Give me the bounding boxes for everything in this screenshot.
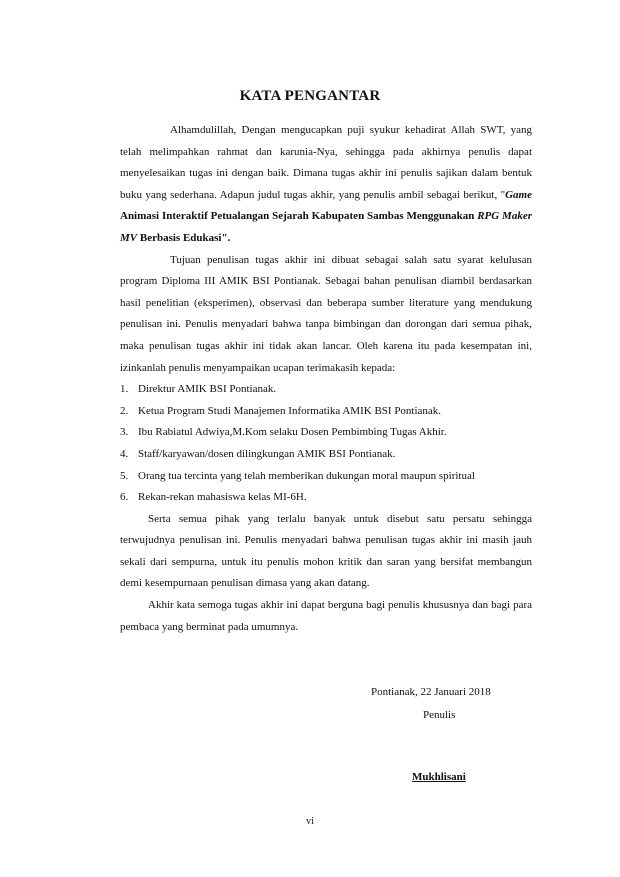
paragraph-intro-end: ". — [221, 231, 231, 244]
place-date: Pontianak, 22 Januari 2018 — [371, 686, 491, 698]
paragraph-acknowledgement: Serta semua pihak yang terlalu banyak untuk disebut satu persatu sehingga terwujudnya penulisan ini. Penulis menyadari bahwa penulisan tugas akhir ini masih jauh sekali dari sempurna, untuk itu penulis mohon kritik dan saran yang bersifat membangun demi kesempurnaan penulisan dimasa yang akan datang. — [120, 512, 532, 590]
list-item — [120, 466, 532, 488]
list-item-number: 6. — [120, 491, 129, 504]
thesis-title-part-1: Animasi Interaktif Petualangan Sejarah Kabupaten Sambas Menggunakan — [120, 210, 478, 223]
author-name: Mukhlisani — [412, 771, 466, 783]
list-item — [120, 379, 532, 401]
thesis-title-italic-2: RPG Maker MV — [120, 210, 532, 244]
paragraph-intro-text: Alhamdulillah, Dengan mengucapkan puji syukur kehadirat Allah SWT, yang telah melimpahkan rahmat dan karunia-Nya, sehingga pada akhirnya penulis dapat menyelesaikan tugas ini dengan baik. Dimana tugas akhir ini penulis sajikan dalam bentuk buku yang sederhana. Adapun judul tugas akhir, yang penulis ambil sebagai berikut, " — [120, 124, 532, 201]
list-item-text: Ketua Program Studi Manajemen Informatika AMIK BSI Pontianak. — [138, 404, 442, 417]
list-item-text: Ibu Rabiatul Adwiya,M.Kom selaku Dosen Pembimbing Tugas Akhir. — [138, 426, 447, 439]
list-item — [120, 487, 532, 509]
list-item-text: Rekan-rekan mahasiswa kelas MI-6H. — [138, 491, 307, 504]
list-item-text: Staff/karyawan/dosen dilingkungan AMIK BSI Pontianak. — [138, 447, 396, 460]
paragraph-closing: Akhir kata semoga tugas akhir ini dapat berguna bagi penulis khususnya dan bagi para pembaca yang berminat pada umumnya. — [120, 599, 532, 633]
list-item-number: 1. — [120, 383, 129, 396]
page-number: vi — [306, 816, 314, 827]
list-item — [120, 444, 532, 466]
list-item-number: 3. — [120, 426, 129, 439]
thesis-title-italic-1: Game — [505, 188, 532, 201]
paragraph-intro — [120, 120, 532, 250]
body-text — [120, 120, 532, 638]
paragraph-purpose: Tujuan penulisan tugas akhir ini dibuat sebagai salah satu syarat kelulusan program Diploma III AMIK BSI Pontianak. Sebagai bahan penulisan diambil berdasarkan hasil penelitian (eksperimen), observasi dan beberapa sumber literature yang mendukung penulisan ini. Penulis menyadari bahwa tanpa bimbingan dan dorongan dari semua pihak, maka penulisan tugas akhir ini tidak akan lancar. Oleh karena itu pada kesempatan ini, izinkanlah penulis menyampaikan ucapan terimakasih kepada: — [120, 253, 532, 374]
list-item — [120, 401, 532, 423]
list-item-number: 5. — [120, 469, 129, 482]
list-item-number: 4. — [120, 447, 129, 460]
list-item — [120, 422, 532, 444]
thanks-list — [120, 379, 532, 509]
list-item-number: 2. — [120, 404, 129, 417]
page-title: KATA PENGANTAR — [239, 88, 381, 104]
author-role: Penulis — [423, 709, 456, 721]
thesis-title-part-2: Berbasis Edukasi — [137, 231, 222, 244]
list-item-text: Orang tua tercinta yang telah memberikan dukungan moral maupun spiritual — [138, 469, 475, 482]
list-item-text: Direktur AMIK BSI Pontianak. — [138, 383, 277, 396]
